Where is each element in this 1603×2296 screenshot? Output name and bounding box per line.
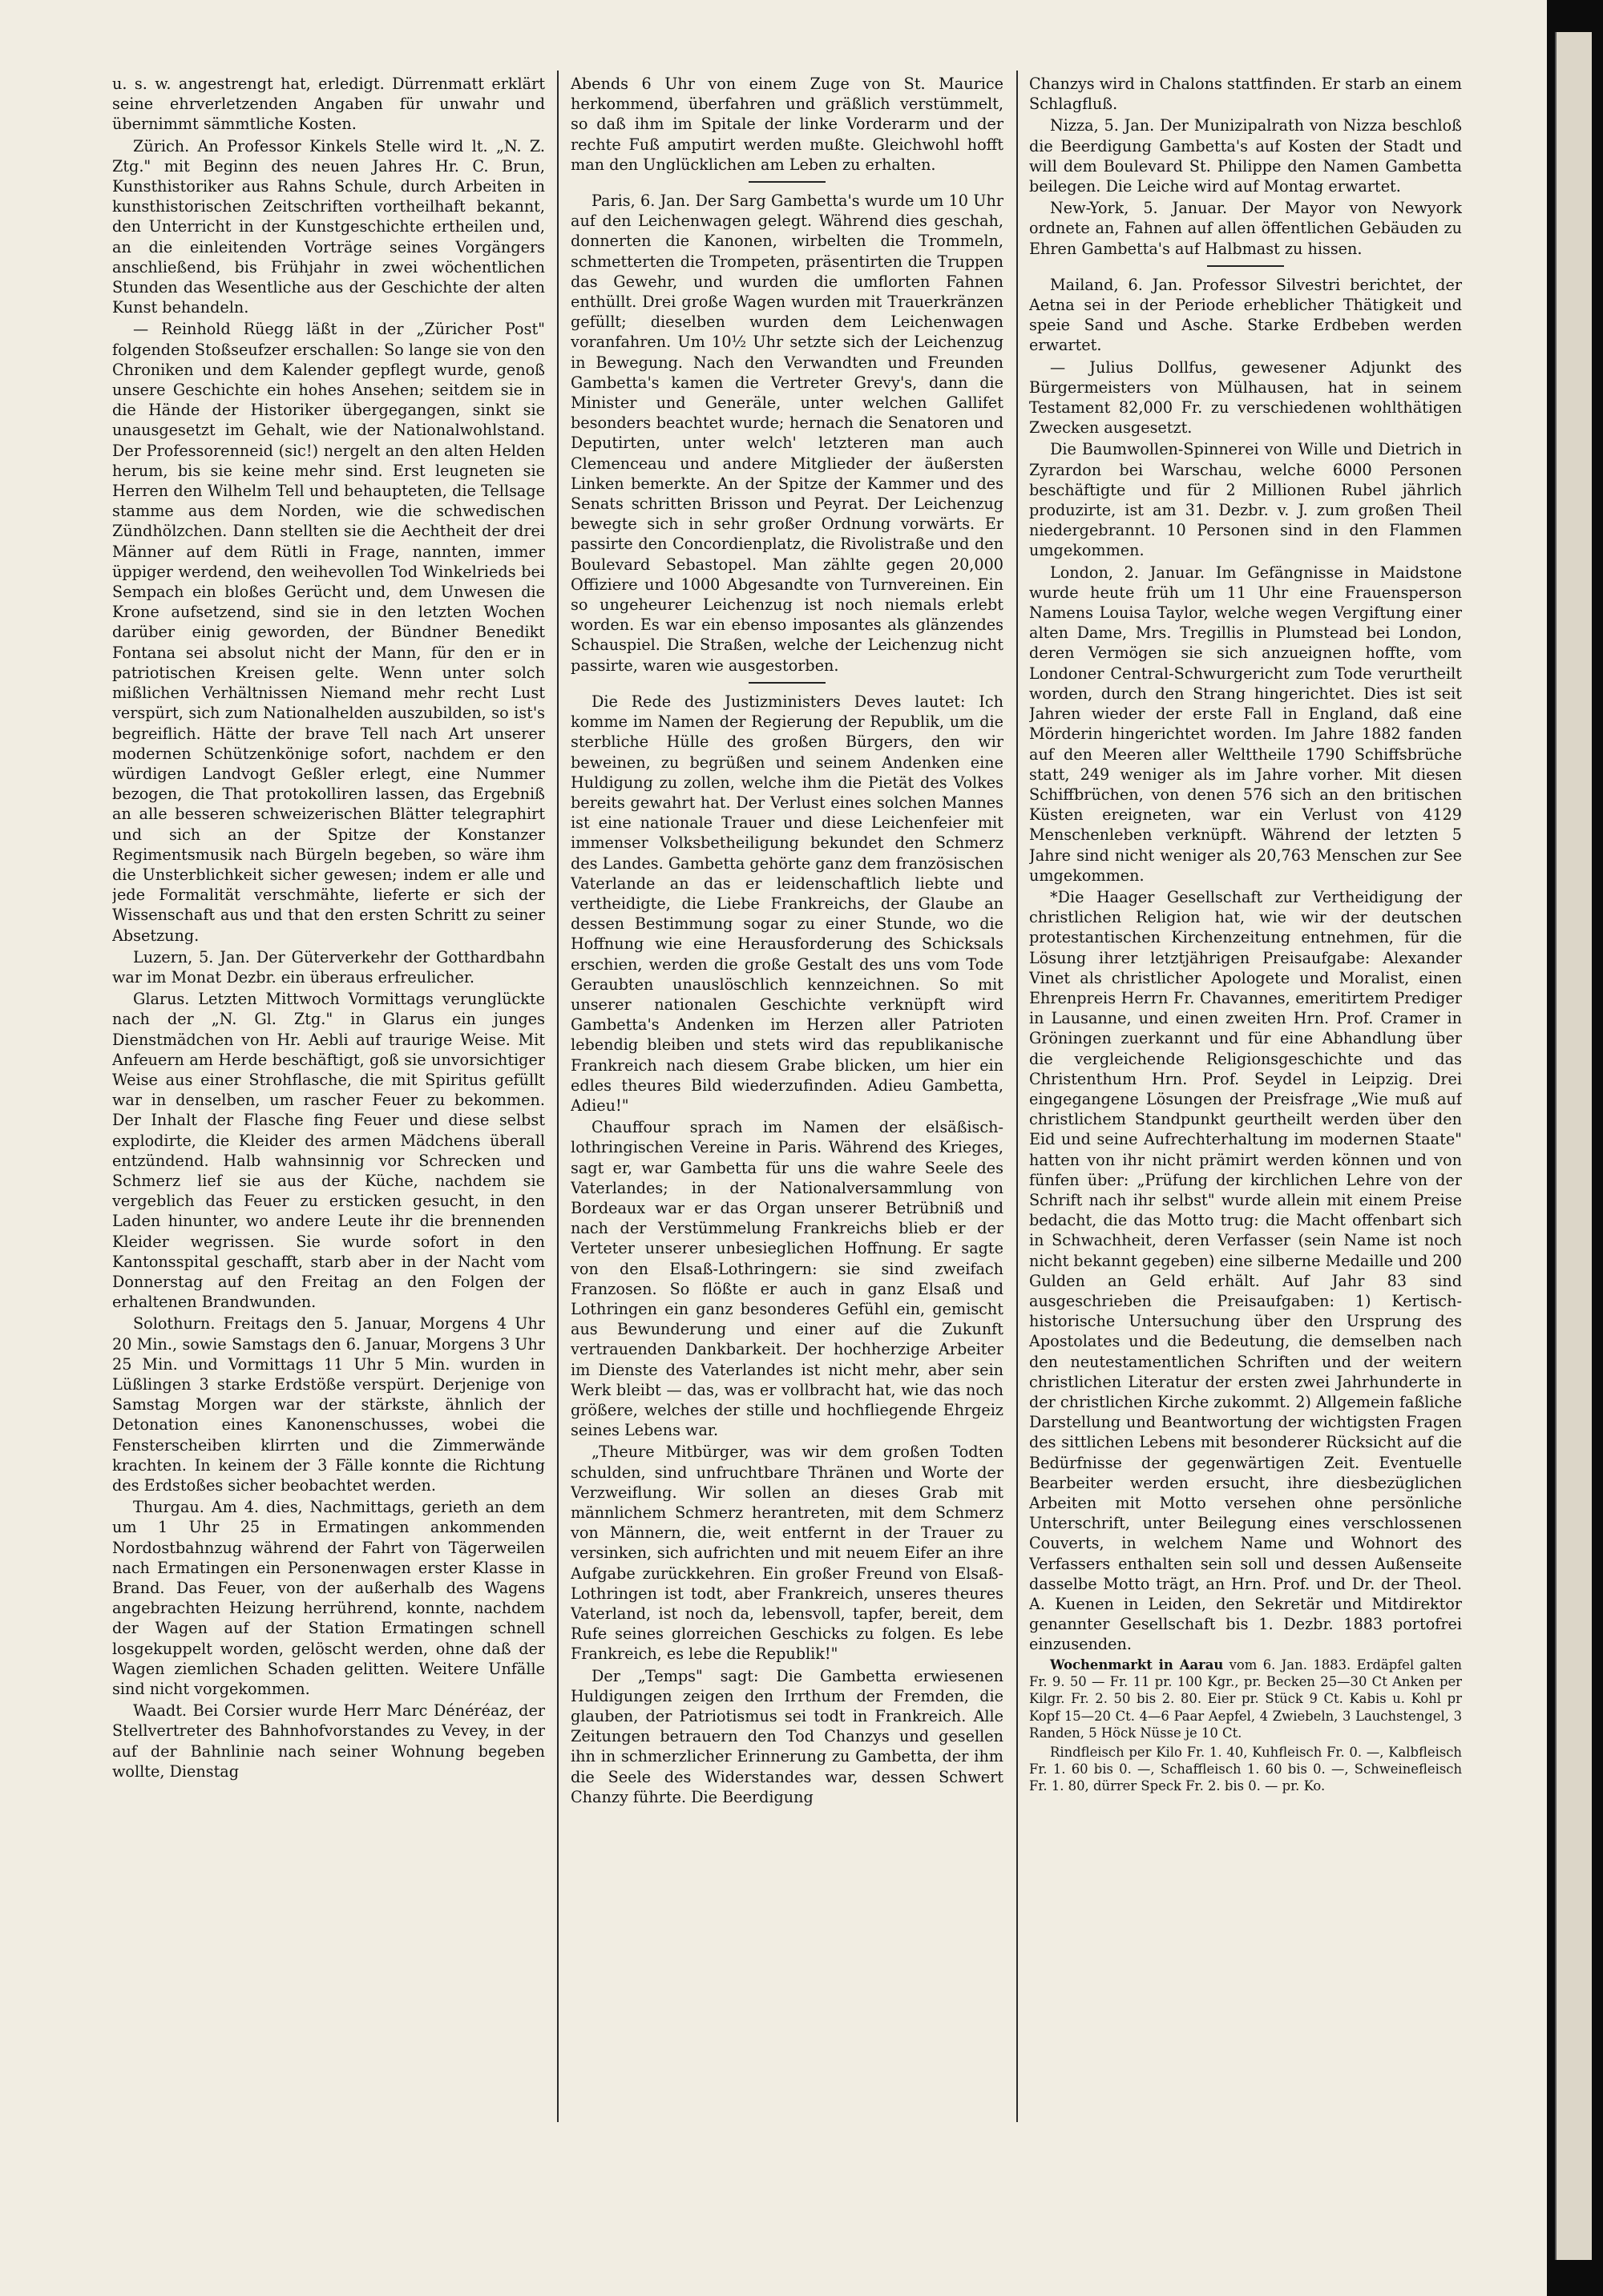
article-zuerich: Zürich. An Professor Kinkels Stelle wird lt. „N. Z. Ztg." mit Beginn des neuen Jahres Hr. C. Brun, Kunsthistoriker aus Rahns Schule, durch Arbeiten in kunsthistorischen Zeitschriften vortheilhaft bekannt, den Unterricht in der Kunstgeschichte ertheilen und, an die einleitenden Vorträge seines Vorgängers anschließend, bis Frühjahr in zwei wöchentlichen Stunden das Wesentliche aus der Geschichte der alten Kunst behandeln. <box>112 136 545 317</box>
article-spinnerei: Die Baumwollen-Spinnerei von Wille und Dietrich in Zyrardon bei Warschau, welche 6000 Personen beschäftigte und für 2 Millionen Rubel jährlich produzirte, ist am 31. Dezbr. v. J. zum großen Theil niedergebrannt. 10 Personen sind in den Flammen umgekommen. <box>1029 440 1462 560</box>
article-paragraph: Abends 6 Uhr von einem Zuge von St. Maurice herkommend, überfahren und gräßlich verstümmelt, so daß ihm im Spitale der linke Vorderarm und der rechte Fuß amputirt werden mußte. Gleichwohl hofft man den Unglücklichen am Leben zu erhalten. <box>571 75 1003 174</box>
adjacent-page-edge <box>1555 32 1592 2260</box>
market-meat-prices: Rindfleisch per Kilo Fr. 1. 40, Kuhfleisch Fr. 0. —, Kalbfleisch Fr. 1. 60 bis 0. —, Schaffleisch 1. 60 bis 0. —, Schweinefleisch Fr. 1. 80, dürrer Speck Fr. 2. bis 0. — pr. Ko. <box>1029 1744 1462 1794</box>
article-nizza: Nizza, 5. Jan. Der Munizipalrath von Nizza beschloß die Beerdigung Gambetta's auf Kosten der Stadt und will dem Boulevard St. Philippe den Namen Gambetta beilegen. Die Leiche wird auf Montag erwartet. <box>1029 116 1462 196</box>
article-mailand: Mailand, 6. Jan. Professor Silvestri berichtet, der Aetna sei in der Periode erheblicher Thätigkeit und speie Sand und Asche. Starke Erdbeben werden erwartet. <box>1029 275 1462 355</box>
article-dollfus: — Julius Dollfus, gewesener Adjunkt des Bürgermeisters von Mülhausen, hat in seinem Testament 82,000 Fr. zu verschiedenen wohlthätigen Zwecken ausgesetzt. <box>1029 357 1462 438</box>
article-paragraph: Chanzys wird in Chalons stattfinden. Er starb an einem Schlagfluß. <box>1029 75 1462 114</box>
column-3 <box>1029 74 1462 2125</box>
article-solothurn: Solothurn. Freitags den 5. Januar, Morgens 4 Uhr 20 Min., sowie Samstags den 6. Januar, Morgens 3 Uhr 25 Min. und Vormittags 11 Uhr 5 Min. wurden in Lüßlingen 3 starke Erdstöße verspürt. Derjenige von Samstag Morgen war der stärkste, ähnlich der Detonation eines Kanonenschusses, wobei die Fensterscheiben klirrten und die Zimmerwände krachten. In keinem der 3 Fälle konnte die Richtung des Erdstoßes sicher beobachtet werden. <box>112 1314 545 1495</box>
column-2 <box>571 74 1003 2125</box>
article-glarus: Glarus. Letzten Mittwoch Vormittags verunglückte nach der „N. Gl. Ztg." in Glarus ein junges Dienstmädchen von Hr. Aebli auf traurige Weise. Mit Anfeuern am Herde beschäftigt, goß sie unvorsichtiger Weise aus einer Strohflasche, die mit Spiritus gefüllt war in denselben, um rascher Feuer zu bekommen. Der Inhalt der Flasche fing Feuer und diese selbst explodirte, die Kleider des armen Mädchens überall entzündend. Halb wahnsinnig vor Schrecken und Schmerz lief sie aus der Küche, nachdem sie vergeblich das Feuer zu ersticken gesucht, in den Laden hinunter, wo andere Leute ihr die brennenden Kleider wegrissen. Sie wurde sofort in den Kantonsspital geschafft, starb aber in der Nacht vom Donnerstag auf den Freitag an den Folgen der erhaltenen Brandwunden. <box>112 990 545 1312</box>
article-paragraph: u. s. w. angestrengt hat, erledigt. Dürrenmatt erklärt seine ehrverletzenden Angaben für unwahr und übernimmt sämmtliche Kosten. <box>112 75 545 134</box>
article-paris: Paris, 6. Jan. Der Sarg Gambetta's wurde um 10 Uhr auf den Leichenwagen gelegt. Während dies geschah, donnerten die Kanonen, wirbelten die Trommeln, schmetterten die Trompeten, präsentirten die Truppen das Gewehr, und wurden die umflorten Fahnen enthüllt. Drei große Wagen wurden mit Trauerkränzen gefüllt; dieselben wurden dem Leichenwagen voranfahren. Um 10½ Uhr setzte sich der Leichenzug in Bewegung. Nach den Verwandten und Freunden Gambetta's kamen die Vertreter Grevy's, dann die Minister und Generäle, unter welchen Gallifet besonders beachtet wurde; hernach die Senatoren und Deputirten, unter welch' letzteren man auch Clemenceau und andere Mitglieder der äußersten Linken bemerkte. An der Spitze der Kammer und des Senats schritten Brisson und Peyrat. Der Leichenzug bewegte sich in sehr großer Ordnung vorwärts. Er passirte den Concordienplatz, die Rivolistraße und den Boulevard Sebastopel. Man zählte gegen 20,000 Offiziere und 1000 Abgesandte von Turnvereinen. Ein so ungeheurer Leichenzug ist noch niemals erlebt worden. Es war ein ebenso imposantes als glänzendes Schauspiel. Die Straßen, welche der Leichenzug nicht passirte, waren wie ausgestorben. <box>571 192 1003 675</box>
article-deves-speech: Die Rede des Justizministers Deves lautet: Ich komme im Namen der Regierung der Republik, um die sterbliche Hülle des großen Bürgers, den wir beweinen, zu begrüßen und seinem Andenken eine Huldigung zu zollen, welche ihm die Pietät des Volkes bereits gewahrt hat. Der Verlust eines solchen Mannes ist eine nationale Trauer und diese Leichenfeier mit immenser Volksbetheiligung bekundet den Schmerz des Landes. Gambetta gehörte ganz dem französischen Vaterlande an das er leidenschaftlich liebte und vertheidigte, die Liebe Frankreichs, der Glaube an dessen Bestimmung sogar zu einer Stunde, wo die Hoffnung wie eine Herausforderung des Schicksals erschien, werden die große Gestalt des uns vom Tode Geraubten unauslöschlich kennzeichnen. So mit unserer nationalen Geschichte verknüpft wird Gambetta's Andenken im Herzen aller Patrioten lebendig bleiben und stets wird das republikanische Frankreich nach diesem Grabe blicken, um hier ein edles theures Bild wiederzufinden. Adieu Gambetta, Adieu!" <box>571 692 1003 1115</box>
article-luzern: Luzern, 5. Jan. Der Güterverkehr der Gotthardbahn war im Monat Dezbr. ein überaus erfreulicher. <box>112 947 545 987</box>
column-rule <box>1016 71 1018 2122</box>
article-temps: Der „Temps" sagt: Die Gambetta erwiesenen Huldigungen zeigen den Irrthum der Fremden, die glauben, der Patriotismus sei todt in Frankreich. Alle Zeitungen betrauern den Tod Chanzys und gesellen ihn in schmerzlicher Erinnerung zu Gambetta, der ihm die Seele des Widerstandes war, dessen Schwert Chanzy führte. Die Beerdigung <box>571 1666 1003 1806</box>
article-london: London, 2. Januar. Im Gefängnisse in Maidstone wurde heute früh um 11 Uhr eine Frauensperson Namens Louisa Taylor, welche wegen Vergiftung einer alten Dame, Mrs. Tregillis in Plumstead bei London, deren Vermögen sie sich anzueignen hoffte, vom Londoner Central-Schwurgericht zum Tode verurtheilt worden, durch den Strang hingerichtet. Dies ist seit Jahren wieder der erste Fall in England, daß eine Mörderin hingerichtet worden. Im Jahre 1882 fanden auf den Meeren aller Welttheile 1790 Schiffsbrüche statt, 249 weniger als im Jahre vorher. Mit diesen Schiffbrüchen, von denen 576 sich an den britischen Küsten ereigneten, war ein Verlust von 4129 Menschenleben verknüpft. Während der letzten 5 Jahre sind nicht weniger als 20,763 Menschen zur See umgekommen. <box>1029 563 1462 885</box>
article-newyork: New-York, 5. Januar. Der Mayor von Newyork ordnete an, Fahnen auf allen öffentlichen Gebäuden zu Ehren Gambetta's auf Halbmast zu hissen. <box>1029 199 1462 258</box>
section-divider <box>1207 265 1284 267</box>
market-heading: Wochenmarkt in Aarau <box>1050 1656 1224 1673</box>
article-chauffour: Chauffour sprach im Namen der elsäßisch-lothringischen Vereine in Paris. Während des Krieges, sagt er, war Gambetta für uns die wahre Seele des Vaterlandes; in der Nationalversammlung von Bordeaux war er das Organ unserer Betrübniß und nach der Verstümmelung Frankreichs blieb er der Verteter unserer unbesieglichen Hoffnung. Er sagte von den Elsaß-Lothringern: sie sind zweifach Franzosen. So flößte er auch in ganz Elsaß und Lothringen ein ganz besonderes Gefühl ein, gemischt aus Bewunderung und einer auf die Zukunft vertrauenden Dankbarkeit. Der hochherzige Arbeiter im Dienste des Vaterlandes ist nicht mehr, aber sein Werk bleibt — das, was er vollbracht hat, wie das noch größere, welches der stille und hochfliegende Ehrgeiz seines Lebens war. <box>571 1118 1003 1440</box>
section-divider <box>749 682 826 684</box>
article-haager: *Die Haager Gesellschaft zur Vertheidigung der christlichen Religion hat, wie wir der deutschen protestantischen Kirchenzeitung entnehmen, für die Lösung ihrer letztjährigen Preisaufgabe: Alexander Vinet als christlicher Apologete und Moralist, einen Ehrenpreis Herrn Fr. Chavannes, emeritirtem Prediger in Lausanne, und einen zweiten Hrn. Prof. Cramer in Gröningen zuerkannt und für eine Abhandlung über die vergleichende Religionsgeschichte und das Christenthum Hrn. Prof. Seydel in Leipzig. Drei eingegangene Lösungen der Preisfrage „Wie muß auf christlichem Standpunkt geurtheilt werden über den Eid und seine Aufrechterhaltung im modernen Staate" hatten von ihr nicht prämirt werden können und von fünfen über: „Prüfung der kirchlichen Lehre von der Schrift nach ihr selbst" wurde allein mit einem Preise bedacht, die das Motto trug: die Macht offenbart sich in Schwachheit, deren Verfasser (sein Name ist noch nicht bekannt gegeben) eine silberne Medaille und 200 Gulden an Geld erhält. Auf Jahr 83 sind ausgeschrieben die Preisaufgaben: 1) Kertisch-historische Untersuchung über den Ursprung des Apostolates und die Bedeutung, die demselben nach den neutestamentlichen Schriften und der weitern christlichen Literatur der ersten zwei Jahrhunderte in der christlichen Kirche zukommt. 2) Allgemein faßliche Darstellung und Beantwortung der wichtigsten Fragen des sittlichen Lebens mit besonderer Rücksicht auf die Bedürfnisse der gegenwärtigen Zeit. Eventuelle Bearbeiter werden ersucht, ihre diesbezüglichen Arbeiten mit Motto versehen ohne persönliche Unterschrift, unter Beilegung eines verschlossenen Couverts, in welchem Name und Wohnort des Verfassers enthalten sein soll und dessen Außenseite dasselbe Motto trägt, an Hrn. Prof. und Dr. der Theol. A. Kuenen in Leiden, den Sekretär und Mitdirektor genannter Gesellschaft bis 1. Dezbr. 1883 portofrei einzusenden. <box>1029 887 1462 1654</box>
market-text: vom 6. Jan. 1883. Erdäpfel galten Fr. 9. 50 — Fr. 11 pr. 100 Kgr., pr. Becken 25—30 Ct Anken per Kilgr. Fr. 2. 50 bis 2. 80. Eier pr. Stück 9 Ct. Kabis u. Kohl pr Kopf 15—20 Ct. 4—6 Paar Aepfel, 4 Zwiebeln, 3 Lauchstengel, 3 Randen, 5 Höck Nüsse je 10 Ct. <box>1029 1656 1462 1741</box>
article-rueegg: — Reinhold Rüegg läßt in der „Züricher Post" folgenden Stoßseufzer erschallen: So lange sie von den Chroniken und dem Kalender gepflegt wurde, genoß unsere Geschichte ein hohes Ansehen; seitdem sie in die Hände der Historiker übergegangen, sinkt sie unausgesetzt im Gehalt, wie der Nationalwohlstand. Der Professorenneid (sic!) nergelt an den alten Helden herum, bis sie keine mehr sind. Erst leugneten sie Herren den Wilhelm Tell und behaupteten, die Tellsage stamme aus dem Norden, wie die schwedischen Zündhölzchen. Dann stellten sie die Aechtheit der drei Männer auf dem Rütli in Frage, nannten, immer üppiger werdend, den weihevollen Tod Winkelrieds bei Sempach ein bloßes Gerücht und, dem Unwesen die Krone aufsetzend, sind sie in den letzten Wochen darüber einig geworden, der Bündner Benedikt Fontana sei absolut nicht der Mann, für den er in patriotischen Kreisen gelte. Wenn unter solch mißlichen Verhältnissen Niemand mehr recht Lust verspürt, sich zum Nationalhelden auszubilden, so ist's begreiflich. Hätte der brave Tell nach Art unserer modernen Schützenkönige sofort, nachdem er den würdigen Landvogt Geßler erlegt, eine Nummer bezogen, die That protokolliren lassen, das Ergebniß an alle besseren schweizerischen Blätter telegraphirt und sich an der Spitze der Konstanzer Regimentsmusik nach Bürgeln begeben, so wäre ihm die Unsterblichkeit sicher gewesen; indem er alle und jede Formalität verschmähte, lieferte er sich der Wissenschaft aus und that den ersten Schritt zu seiner Absetzung. <box>112 320 545 945</box>
article-waadt: Waadt. Bei Corsier wurde Herr Marc Dénéréaz, der Stellvertreter des Bahnhofvorstandes zu Vevey, in der auf der Bahnlinie nach seiner Wohnung begeben wollte, Dienstag <box>112 1701 545 1781</box>
article-thurgau: Thurgau. Am 4. dies, Nachmittags, gerieth an dem um 1 Uhr 25 in Ermatingen ankommenden Nordostbahnzug während der Fahrt von Tägerweilen nach Ermatingen ein Personenwagen erster Klasse in Brand. Das Feuer, von der außerhalb des Wagens angebrachten Heizung herrührend, konnte, nachdem der Wagen auf der Station Ermatingen schnell losgekuppelt worden, gelöscht werden, ohne daß der Wagen ziemlichen Schaden gelitten. Weitere Unfälle sind nicht vorgekommen. <box>112 1498 545 1699</box>
section-divider <box>749 181 826 183</box>
market-report <box>1029 1656 1462 1742</box>
column-rule <box>557 71 559 2122</box>
column-1 <box>112 74 545 2125</box>
article-quote: „Theure Mitbürger, was wir dem großen Todten schulden, sind unfruchtbare Thränen und Worte der Verzweiflung. Wir sollen an dieses Grab mit männlichem Schmerz herantreten, mit dem Schmerz von Männern, die, weit entfernt in der Trauer zu versinken, sich aufrichten und mit neuem Eifer an ihre Aufgabe zurückkehren. Ein großer Freund von Elsaß-Lothringen ist todt, aber Frankreich, unseres theures Vaterland, ist noch da, lebensvoll, tapfer, bereit, dem Rufe seines glorreichen Geschicks zu folgen. Es lebe Frankreich, es lebe die Republik!" <box>571 1443 1003 1664</box>
